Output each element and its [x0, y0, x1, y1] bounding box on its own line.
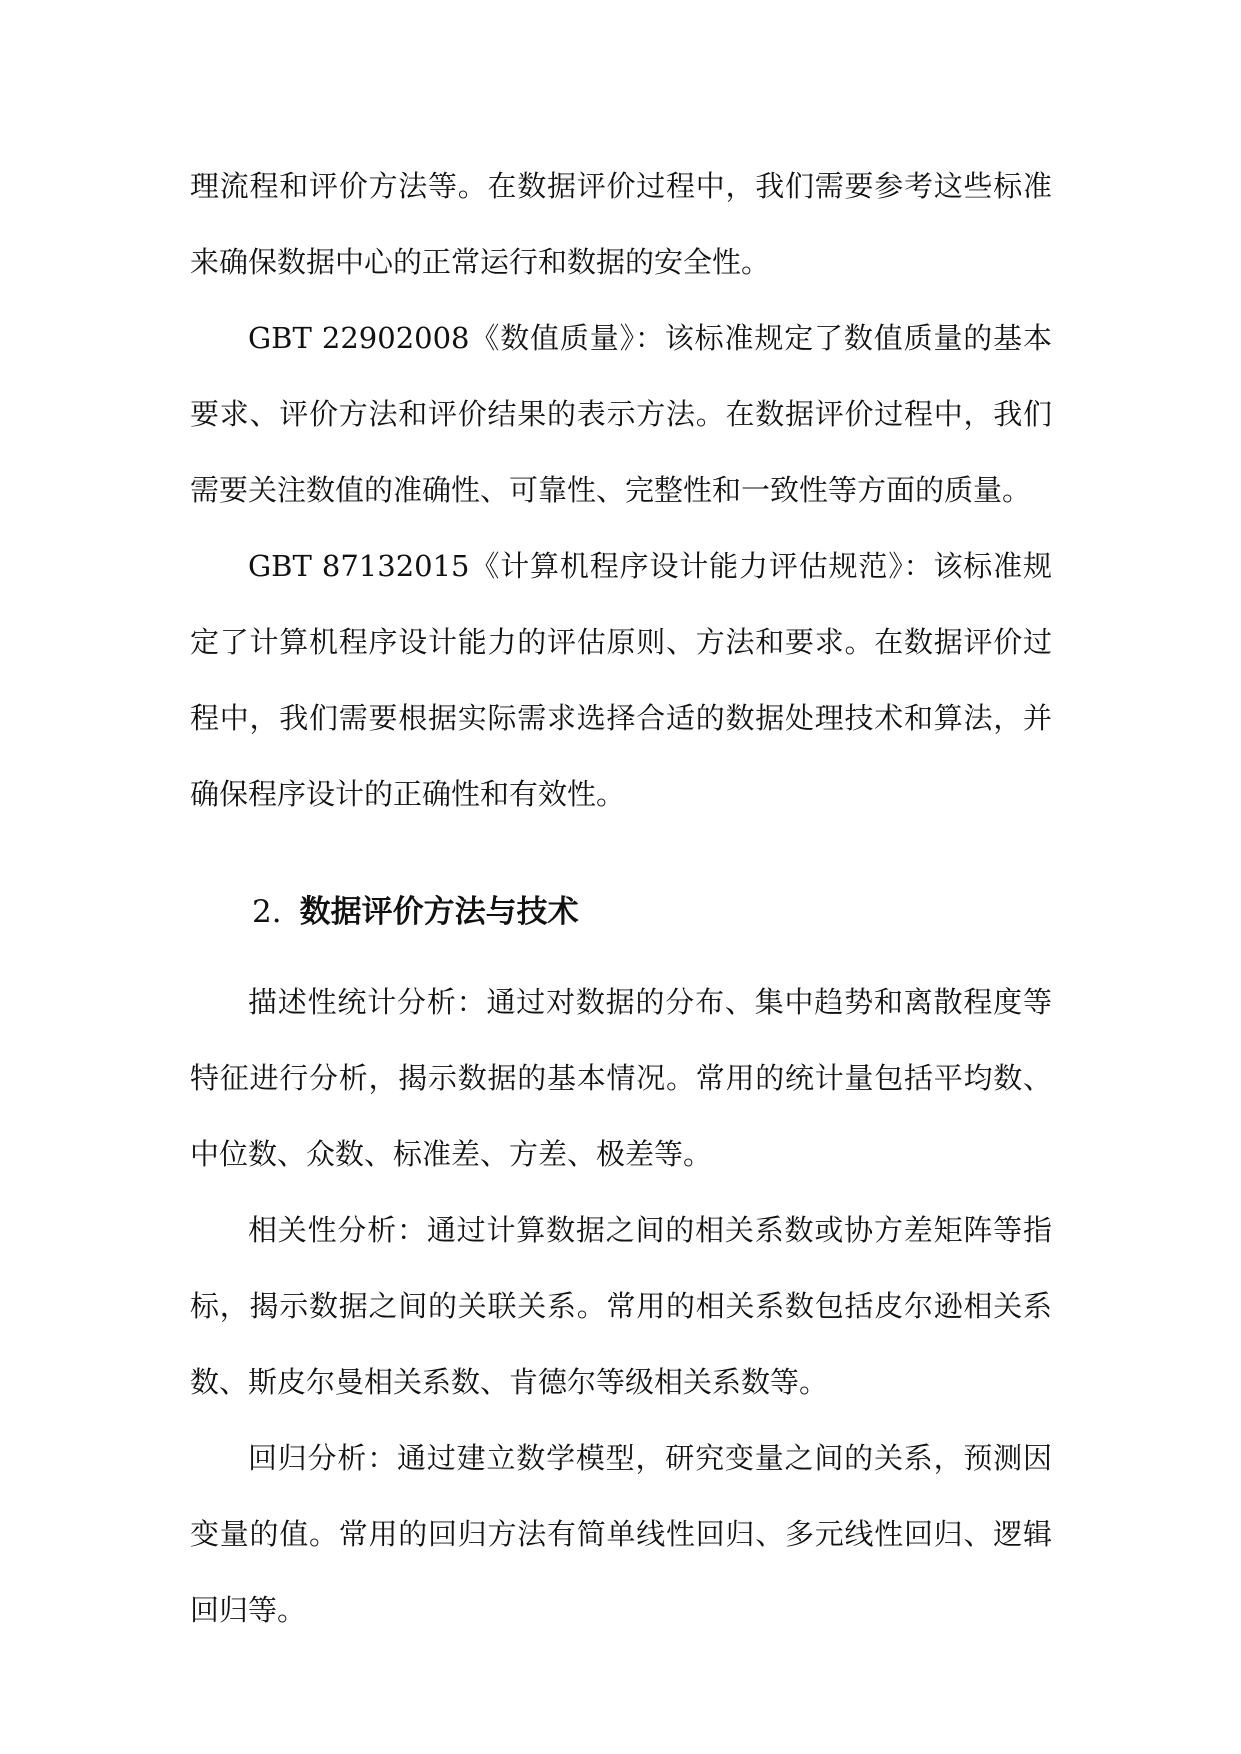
- paragraph-gbt-87132015: GBT 87132015《计算机程序设计能力评估规范》：该标准规定了计算机程序设计能力的评估原则、方法和要求。在数据评价过程中，我们需要根据实际需求选择合适的数据处理技术和算法，并确保程序设计的正确性和有效性。: [190, 549, 1052, 811]
- section-heading: [190, 874, 1052, 950]
- paragraph-correlation-analysis: 相关性分析：通过计算数据之间的相关系数或协方差矩阵等指标，揭示数据之间的关联关系。常用的相关系数包括皮尔逊相关系数、斯皮尔曼相关系数、肯德尔等级相关系数等。: [190, 1213, 1052, 1399]
- paragraph-regression-analysis: 回归分析：通过建立数学模型，研究变量之间的关系，预测因变量的值。常用的回归方法有简单线性回归、多元线性回归、逻辑回归等。: [190, 1441, 1052, 1627]
- document-page: [190, 148, 1052, 1648]
- paragraph-continued: 理流程和评价方法等。在数据评价过程中，我们需要参考这些标准来确保数据中心的正常运行和数据的安全性。: [190, 169, 1052, 279]
- section-title: 数据评价方法与技术: [299, 894, 579, 930]
- paragraph-gbt-22902008: GBT 22902008《数值质量》：该标准规定了数值质量的基本要求、评价方法和评价结果的表示方法。在数据评价过程中，我们需要关注数值的准确性、可靠性、完整性和一致性等方面的质量。: [190, 321, 1052, 507]
- paragraph-descriptive-statistics: 描述性统计分析：通过对数据的分布、集中趋势和离散程度等特征进行分析，揭示数据的基本情况。常用的统计量包括平均数、中位数、众数、标准差、方差、极差等。: [190, 985, 1052, 1171]
- section-number: 2.: [252, 894, 282, 930]
